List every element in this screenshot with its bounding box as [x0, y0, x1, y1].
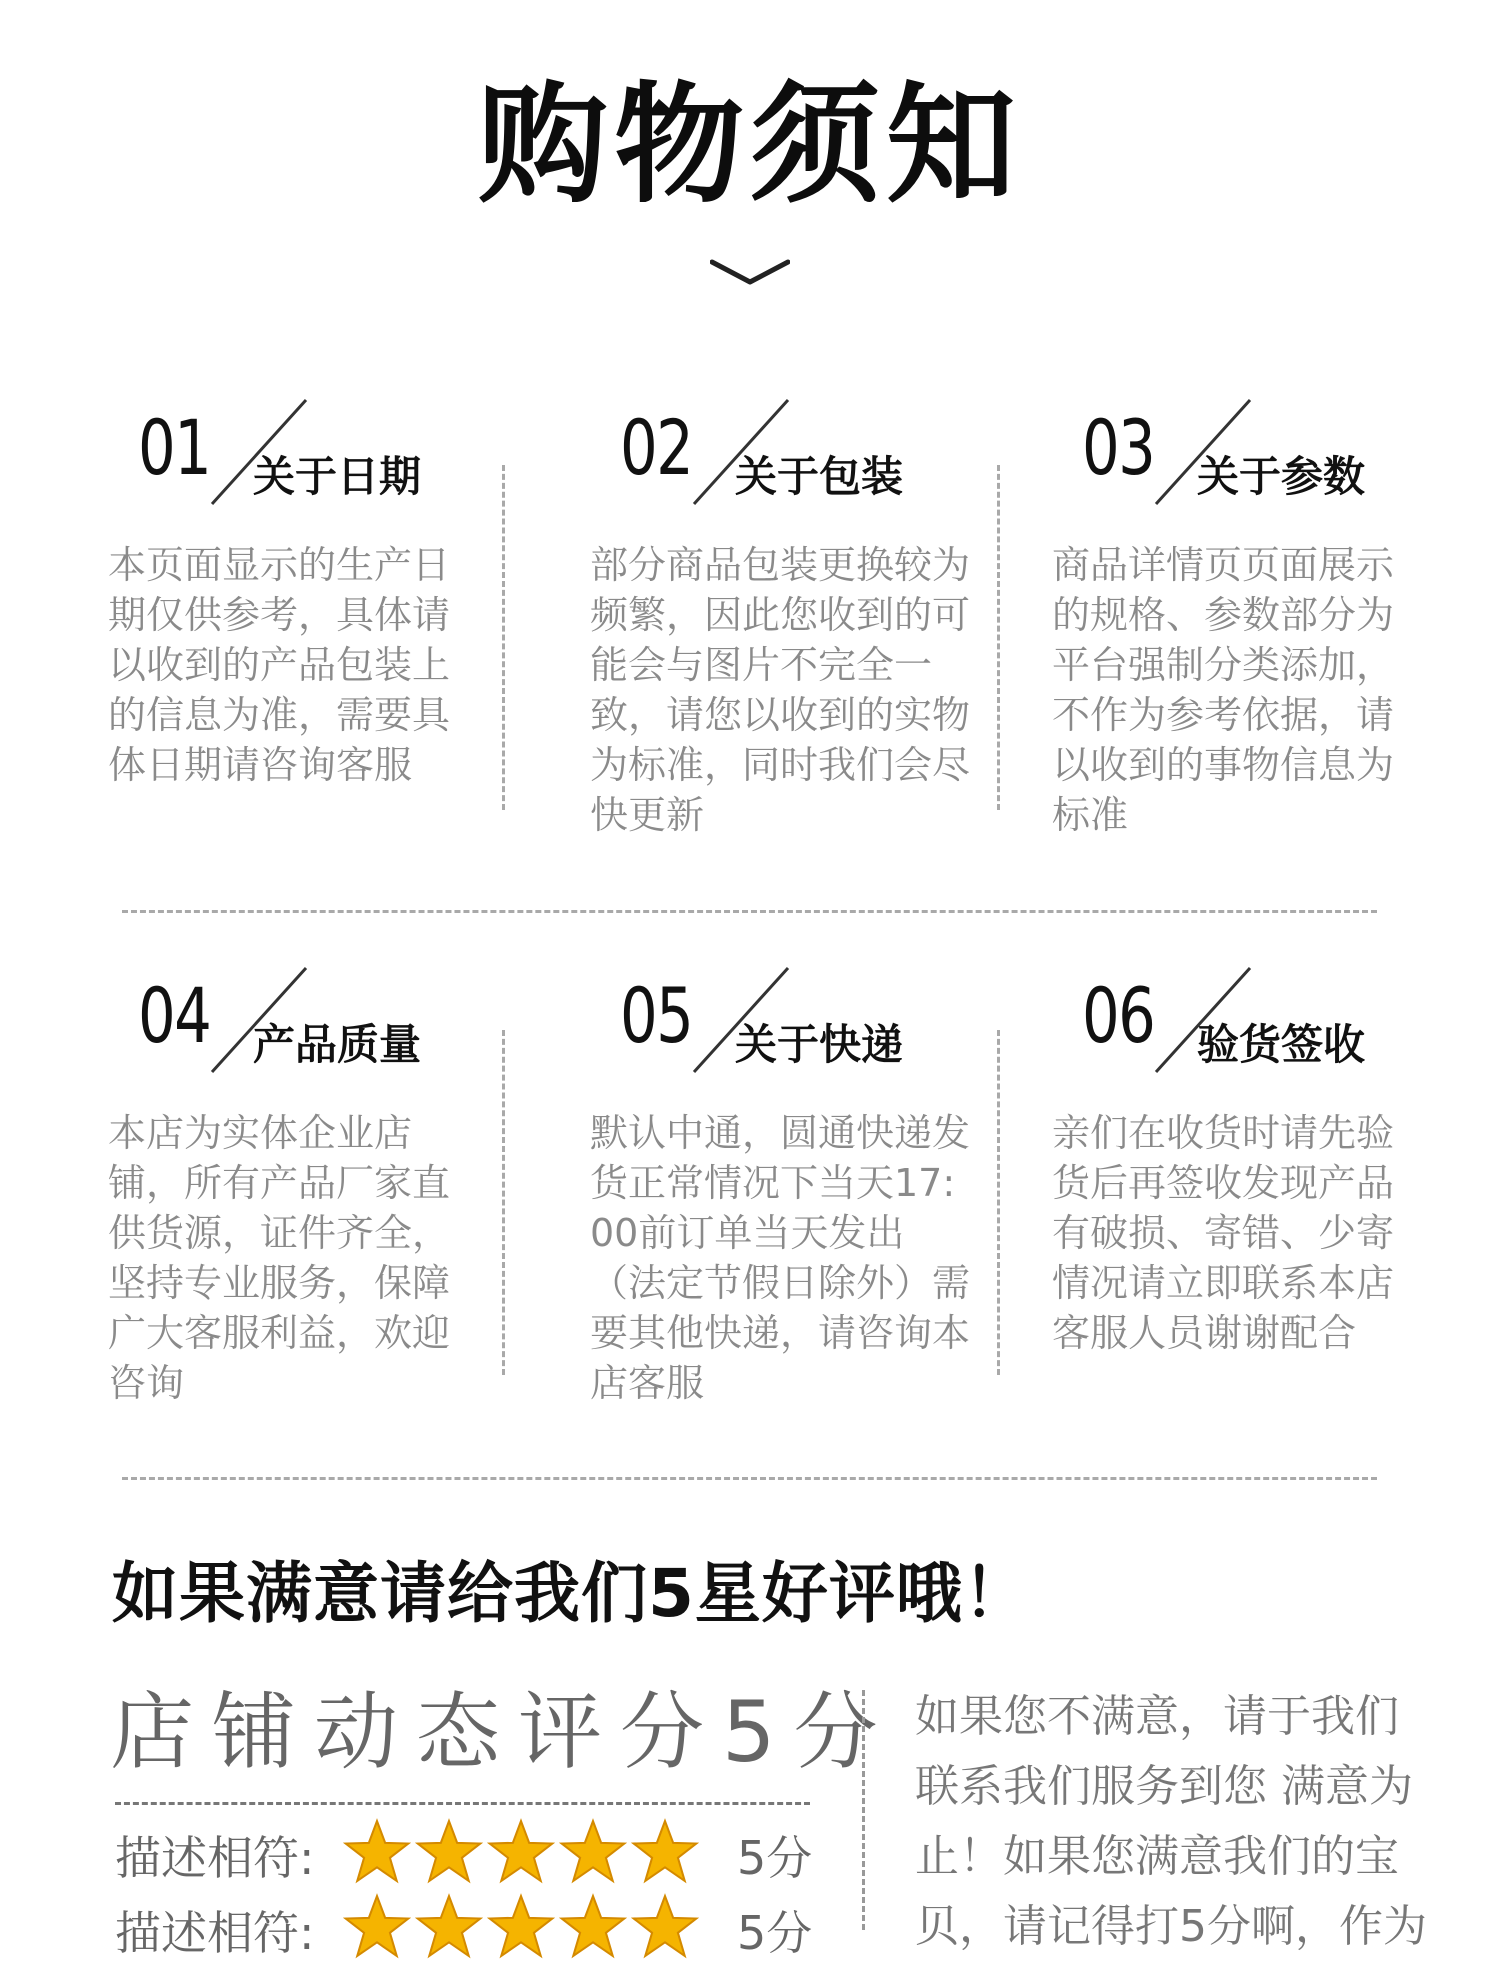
notice-body: 本店为实体企业店铺，所有产品厂家直供货源，证件齐全，坚持专业服务，保障广大客服利益，欢迎咨询: [108, 1111, 451, 1405]
notice-number: 04: [138, 971, 211, 1060]
star-rating: [343, 1818, 703, 1884]
notice-heading: 关于快递: [735, 1020, 904, 1069]
chevron-down-icon: [710, 258, 790, 288]
rating-headline: 如果满意请给我们5星好评哦！: [112, 1555, 1030, 1632]
star-icon: [559, 1893, 627, 1959]
store-score-title: 店铺动态评分5分: [110, 1683, 896, 1781]
star-icon: [631, 1893, 699, 1959]
notice-heading: 关于参数: [1197, 452, 1366, 501]
star-icon: [415, 1818, 483, 1884]
notice-card-02: [590, 403, 971, 837]
row-divider: [122, 910, 1377, 913]
notice-heading: 验货签收: [1197, 1020, 1366, 1069]
score-label: 描述相符:: [115, 1906, 315, 1960]
column-divider: [997, 465, 1000, 810]
page-title: 购物须知: [477, 69, 1022, 221]
star-icon: [343, 1818, 411, 1884]
score-divider: [115, 1802, 810, 1805]
notice-card-06: [1052, 971, 1432, 1355]
notice-number: 06: [1082, 971, 1155, 1060]
score-row: [115, 1893, 835, 1963]
notice-card-03: [1052, 403, 1432, 837]
notice-body: 商品详情页页面展示的规格、参数部分为平台强制分类添加，不作为参考依据，请以收到的事物信息为标准: [1052, 543, 1395, 837]
star-icon: [487, 1818, 555, 1884]
column-divider: [862, 1690, 865, 1930]
notice-card-04: [108, 971, 488, 1405]
column-divider: [997, 1030, 1000, 1375]
star-icon: [415, 1893, 483, 1959]
notice-heading: 产品质量: [253, 1020, 422, 1069]
notice-body: 部分商品包装更换较为频繁，因此您收到的可能会与图片不完全一致，请您以收到的实物为标准，同时我们会尽快更新: [590, 543, 971, 837]
score-value: 5分: [737, 1831, 813, 1885]
notice-card-01: [108, 403, 488, 787]
score-value: 5分: [737, 1906, 813, 1960]
notice-card-05: [590, 971, 971, 1405]
row-divider: [122, 1477, 1377, 1480]
notice-number: 01: [138, 403, 211, 492]
notice-number: 05: [620, 971, 693, 1060]
score-label: 描述相符:: [115, 1831, 315, 1885]
notice-body: 亲们在收货时请先验货后再签收发现产品有破损、寄错、少寄情况请立即联系本店客服人员谢谢配合: [1052, 1111, 1395, 1355]
notice-heading: 关于日期: [253, 452, 422, 501]
column-divider: [502, 1030, 505, 1375]
star-icon: [343, 1893, 411, 1959]
star-icon: [559, 1818, 627, 1884]
score-row: [115, 1818, 835, 1888]
notice-heading: 关于包装: [735, 452, 904, 501]
star-icon: [631, 1818, 699, 1884]
notice-body: 默认中通，圆通快递发货正常情况下当天17:00前订单当天发出（法定节假日除外）需要其他快递，请咨询本店客服: [590, 1111, 971, 1405]
star-rating: [343, 1893, 703, 1959]
column-divider: [502, 465, 505, 810]
notice-number: 03: [1082, 403, 1155, 492]
notice-body: 本页面显示的生产日期仅供参考，具体请以收到的产品包装上的信息为准，需要具体日期请咨询客服: [108, 543, 451, 787]
satisfaction-note: 如果您不满意，请于我们联系我们服务到您 满意为止！如果您满意我们的宝贝，请记得打5分啊，作为: [915, 1691, 1427, 1952]
notice-number: 02: [620, 403, 693, 492]
star-icon: [487, 1893, 555, 1959]
